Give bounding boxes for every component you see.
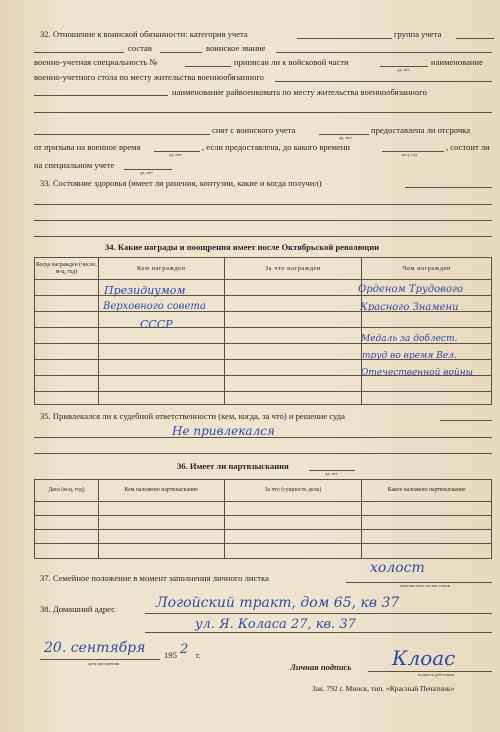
- table-cell[interactable]: [362, 312, 492, 328]
- s32-line[interactable]: [34, 112, 492, 113]
- table-cell[interactable]: [224, 392, 362, 405]
- table-cell[interactable]: [224, 502, 362, 516]
- table-cell[interactable]: [224, 544, 362, 559]
- s32-category-line[interactable]: [297, 38, 392, 39]
- table-cell[interactable]: [224, 376, 362, 392]
- s33-line[interactable]: [34, 220, 492, 221]
- s38-address-label: 38. Домашний адрес: [40, 604, 115, 614]
- table-cell[interactable]: [35, 516, 99, 530]
- s32-raivoenkomat-label: наименование райвоенкомата по месту жительства военнообязанного: [172, 87, 427, 97]
- s32-removed-label: снят с воинского учета: [212, 125, 296, 135]
- printer-note: Зак. 792 г. Минск, тип. «Красный Печатник»: [312, 684, 455, 693]
- s32-desk-line[interactable]: [275, 81, 492, 82]
- s34-col-by-whom: Кем награжден: [98, 258, 224, 280]
- s35-line[interactable]: [34, 453, 492, 454]
- s32-rank-line[interactable]: [276, 52, 492, 53]
- year-hw: 2: [180, 642, 189, 657]
- s33-health-label: 33. Состояние здоровья (имеет ли ранения, контузии, какие и когда получил): [40, 178, 322, 188]
- s34-col-for-what: За что награжден: [224, 258, 362, 280]
- table-cell[interactable]: [224, 296, 362, 312]
- s32-line[interactable]: [34, 95, 168, 96]
- table-cell[interactable]: [35, 312, 99, 328]
- table-cell[interactable]: [35, 392, 99, 405]
- s36-col-date: Дата (м-ц, год): [35, 480, 99, 502]
- s32-until-label: , если предоставлена, до какого времени: [202, 142, 350, 152]
- s38-line[interactable]: [145, 632, 492, 633]
- table-cell[interactable]: [35, 360, 99, 376]
- s32-special-yes-no: да, нет: [140, 170, 153, 175]
- s32-unit-label: приписан ли к войсковой части: [234, 57, 349, 67]
- table-cell[interactable]: [35, 376, 99, 392]
- s35-line[interactable]: [440, 420, 492, 421]
- s34-hw-by-line1: Президиумом: [104, 284, 186, 297]
- table-cell[interactable]: [98, 376, 224, 392]
- s32-specialty-line[interactable]: [185, 66, 231, 67]
- s32-rank-label: воинское звание: [206, 43, 266, 53]
- s37-answer: холост: [370, 560, 425, 576]
- s32-group-label: группа учета: [394, 29, 442, 39]
- table-cell[interactable]: [224, 530, 362, 544]
- table-cell[interactable]: [224, 516, 362, 530]
- s34-awards-table: [34, 257, 492, 405]
- s32-desk-label: военно-учетного стола по месту жительства военнообязанного: [34, 72, 264, 82]
- year-suffix: г.: [196, 650, 201, 660]
- s32-removed-yes-no: да, нет: [339, 135, 352, 140]
- s36-col-for-what: За что (сущность дела): [224, 480, 362, 502]
- s33-line[interactable]: [405, 187, 492, 188]
- signature: Клоас: [392, 646, 456, 670]
- table-cell[interactable]: [98, 344, 224, 360]
- s38-line[interactable]: [145, 613, 492, 614]
- table-cell[interactable]: [35, 344, 99, 360]
- s32-wartime-label: от призыва на военное время: [34, 142, 141, 152]
- s36-yes-no: да, нет: [325, 471, 338, 476]
- s32-line[interactable]: [34, 52, 124, 53]
- s34-hw-award-line4: труд во время Вел.: [362, 351, 457, 361]
- table-cell[interactable]: [224, 344, 362, 360]
- date-line[interactable]: [40, 659, 160, 660]
- table-cell[interactable]: [98, 360, 224, 376]
- s34-awards-title: 34. Какие награды и поощрения имеет после Октябрьской революции: [105, 242, 380, 252]
- s34-hw-award-line2: Красного Знамени: [360, 302, 459, 313]
- s32-until-month-year: м-ц, год: [402, 152, 418, 157]
- s36-party-title: 36. Имеет ли партвзыскания: [177, 461, 289, 471]
- table-cell[interactable]: [224, 312, 362, 328]
- year-print: 195: [164, 650, 177, 660]
- table-cell[interactable]: [362, 392, 492, 405]
- s34-hw-by-line3: СССР: [140, 318, 173, 331]
- s32-specialty-label: военно-учетная специальность №: [34, 57, 158, 67]
- table-cell[interactable]: [224, 280, 362, 296]
- s34-hw-award-line3: Медаль за доблест.: [361, 334, 458, 344]
- s32-staff-label: состав: [128, 43, 152, 53]
- table-cell[interactable]: [35, 280, 99, 296]
- table-cell[interactable]: [362, 530, 492, 544]
- table-cell[interactable]: [224, 328, 362, 344]
- s32-wartime-yes-no: да, нет: [169, 152, 182, 157]
- s38-address-line2: ул. Я. Коласа 27, кв. 37: [195, 617, 356, 632]
- table-cell[interactable]: [35, 544, 99, 559]
- table-cell[interactable]: [224, 360, 362, 376]
- s32-special-registry-label: на специальном учете: [34, 160, 115, 170]
- table-cell[interactable]: [98, 502, 224, 516]
- s35-answer: Не привлекался: [172, 424, 275, 438]
- s36-party-table: [34, 479, 492, 559]
- s33-line[interactable]: [34, 236, 492, 237]
- table-cell[interactable]: [98, 544, 224, 559]
- signature-sub: подпись работника: [418, 672, 455, 677]
- s33-line[interactable]: [34, 204, 492, 205]
- signature-label: Личная подпись: [290, 662, 352, 672]
- fill-date: 20. сентября: [44, 640, 146, 656]
- table-cell[interactable]: [362, 544, 492, 559]
- table-cell[interactable]: [35, 296, 99, 312]
- s32-name-label: наименование: [431, 57, 483, 67]
- s32-special-label: , состоит ли: [446, 142, 490, 152]
- table-cell[interactable]: [98, 516, 224, 530]
- s34-hw-by-line2: Верховного совета: [103, 301, 206, 312]
- s34-col-award: Чем награжден: [362, 258, 492, 280]
- s32-line[interactable]: [34, 134, 210, 135]
- s36-col-penalty: Какое наложено партвзыскание: [362, 480, 492, 502]
- s32-category-label: 32. Отношение к воинской обязанности: категория учета: [40, 29, 248, 39]
- table-cell[interactable]: [98, 530, 224, 544]
- table-cell[interactable]: [362, 502, 492, 516]
- s37-family-label: 37. Семейное положение в момент заполнения личного листка: [40, 573, 269, 583]
- table-cell[interactable]: [35, 530, 99, 544]
- table-cell[interactable]: [98, 392, 224, 405]
- s32-staff-line[interactable]: [160, 52, 202, 53]
- s34-col-when: Когда награжден (число, м-ц, год): [35, 258, 99, 280]
- s35-court-label: 35. Привлекался ли к судебной ответственности (кем, когда, за что) и решение суда: [40, 411, 345, 421]
- table-cell[interactable]: [35, 328, 99, 344]
- fill-date-sub: дата заполнения: [88, 661, 120, 666]
- s32-unit-yes-no: да, нет: [397, 67, 410, 72]
- table-cell[interactable]: [35, 502, 99, 516]
- s37-sub: перечислить состав семьи: [400, 583, 450, 588]
- s36-col-by-whom: Кем наложено партвзыскание: [98, 480, 224, 502]
- s32-group-line[interactable]: [456, 38, 494, 39]
- s32-deferral-label: предоставлена ли отсрочка: [371, 125, 471, 135]
- s34-hw-award-line1: Орденом Трудового: [358, 284, 464, 295]
- table-cell[interactable]: [362, 516, 492, 530]
- s38-address-line1: Логойский тракт, дом 65, кв 37: [156, 595, 400, 611]
- s34-hw-award-line5: Отечественной войны: [361, 368, 473, 378]
